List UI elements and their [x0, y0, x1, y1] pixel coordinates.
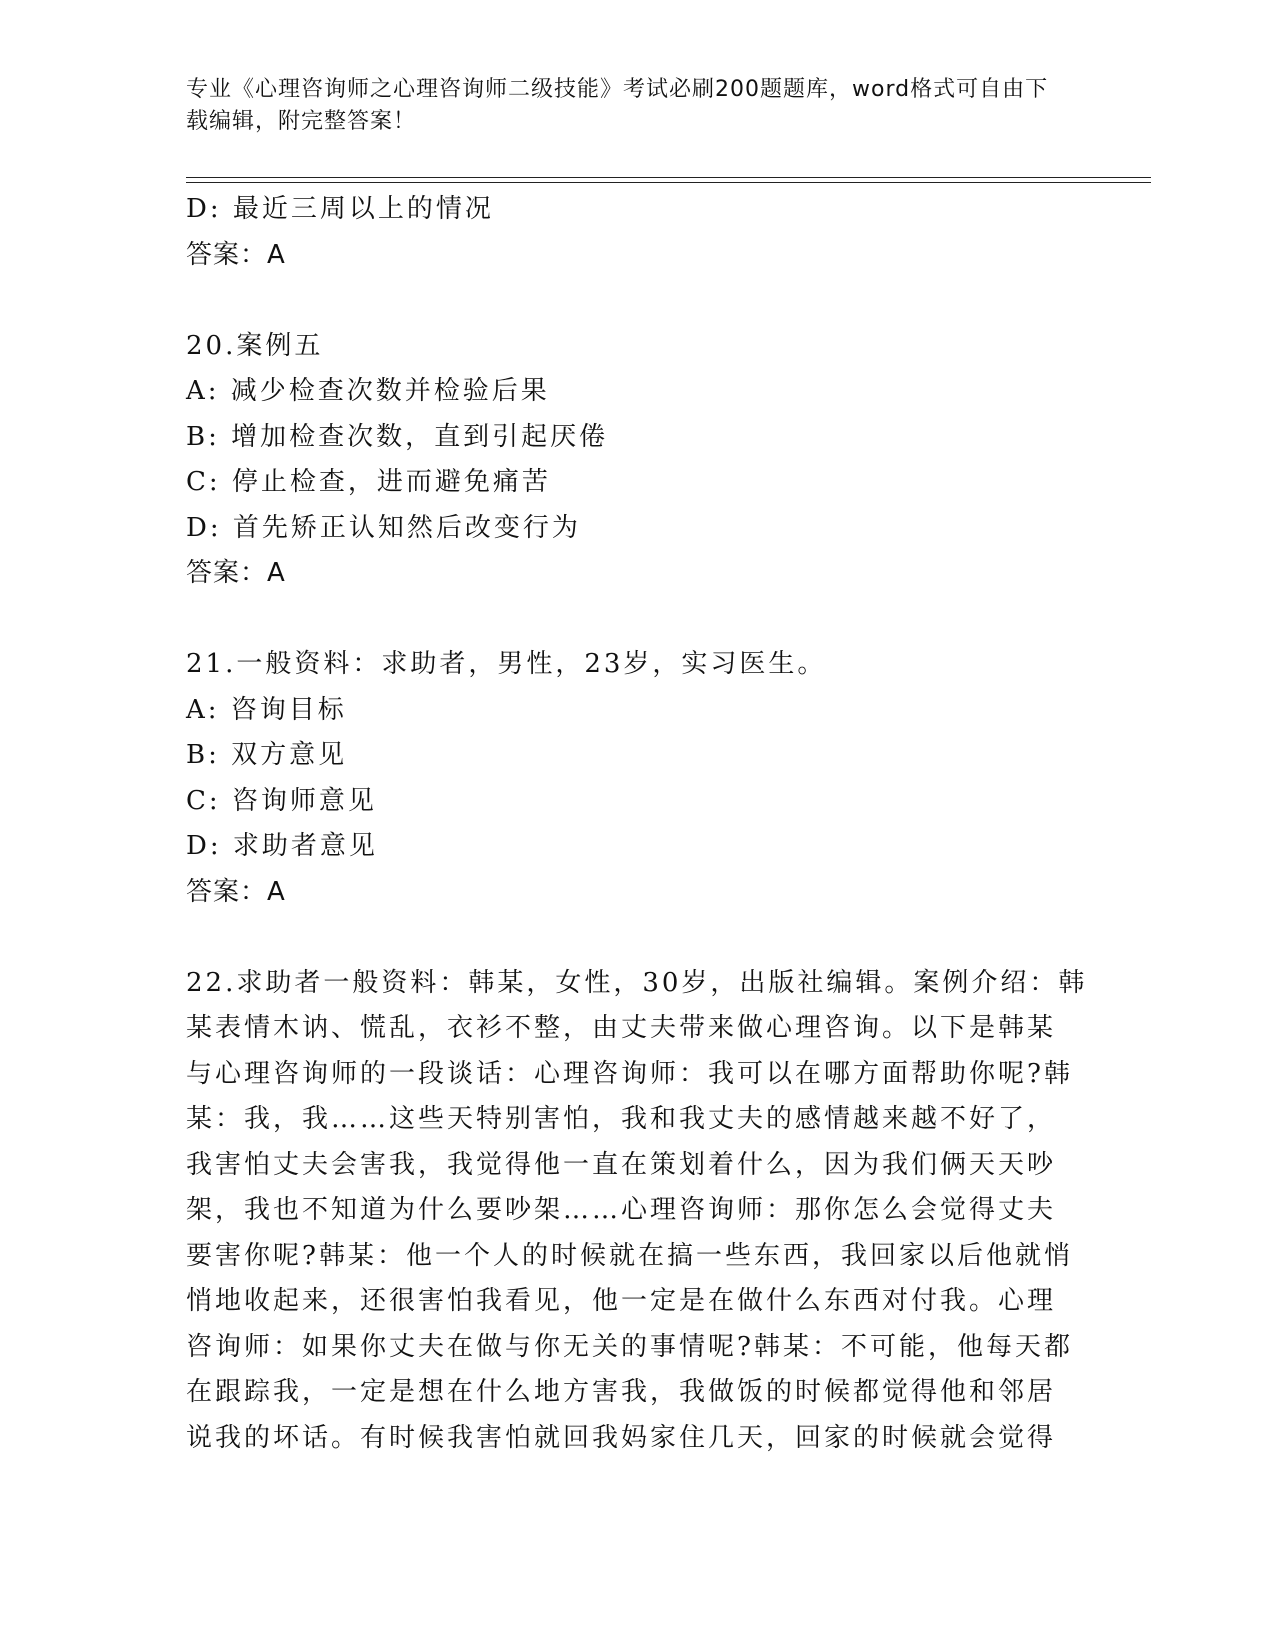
question-text-line: 与心理咨询师的一段谈话：心理咨询师：我可以在哪方面帮助你呢?韩 [186, 1058, 1073, 1089]
question-text-line: 架，我也不知道为什么要吵架……心理咨询师：那你怎么会觉得丈夫 [186, 1195, 1057, 1225]
question-text-line: 要害你呢?韩某：他一个人的时候就在搞一些东西，我回家以后他就悄 [186, 1240, 1073, 1271]
option-c: C: 停止检查，进而避免痛苦 [186, 467, 551, 497]
question-text-line: 22.求助者一般资料：韩某，女性，30岁，出版社编辑。案例介绍：韩 [186, 967, 1088, 998]
option-a: A: 减少检查次数并检验后果 [186, 376, 550, 406]
question-text: 21.一般资料：求助者，男性，23岁，实习医生。 [186, 649, 827, 679]
question-block-22 [186, 961, 1086, 1462]
option-d: D: 最近三周以上的情况 [186, 194, 494, 224]
question-text-line: 悄地收起来，还很害怕我看见，他一定是在做什么东西对付我。心理 [186, 1286, 1057, 1316]
option-d: D: 首先矫正认知然后改变行为 [186, 512, 581, 543]
answer-line: 答案：A [186, 239, 286, 270]
option-b: B: 双方意见 [186, 740, 348, 770]
question-text-line: 我害怕丈夫会害我，我觉得他一直在策划着什么，因为我们俩天天吵 [186, 1149, 1057, 1180]
question-text-line: 说我的坏话。有时候我害怕就回我妈家住几天，回家的时候就会觉得 [186, 1422, 1057, 1453]
option-d: D: 求助者意见 [186, 831, 378, 861]
answer-line: 答案：A [186, 876, 286, 907]
document-header: 专业《心理咨询师之心理咨询师二级技能》考试必刷200题题库，word格式可自由下载编辑，附完整答案！ [186, 77, 1049, 134]
question-text-line: 咨询师：如果你丈夫在做与你无关的事情呢?韩某：不可能，他每天都 [186, 1331, 1073, 1362]
question-block-20 [186, 324, 1086, 597]
spacer [186, 597, 1086, 643]
header-rule-bottom [186, 182, 1151, 183]
spacer [186, 915, 1086, 961]
question-text: 20.案例五 [186, 330, 324, 361]
question-text-line: 在跟踪我，一定是想在什么地方害我，我做饭的时候都觉得他和邻居 [186, 1377, 1057, 1407]
question-list [186, 187, 1086, 1461]
option-c: C: 咨询师意见 [186, 785, 377, 816]
option-b: B: 增加检查次数，直到引起厌倦 [186, 421, 609, 452]
question-text-line: 某：我，我……这些天特别害怕，我和我丈夫的感情越来越不好了， [186, 1104, 1057, 1134]
question-text-line: 某表情木讷、慌乱，衣衫不整，由丈夫带来做心理咨询。以下是韩某 [186, 1013, 1057, 1043]
option-a: A: 咨询目标 [186, 694, 347, 725]
header-rule-top [186, 177, 1151, 178]
question-block-21 [186, 642, 1086, 915]
answer-line: 答案：A [186, 558, 286, 588]
question-block-19 [186, 187, 1086, 278]
spacer [186, 278, 1086, 324]
